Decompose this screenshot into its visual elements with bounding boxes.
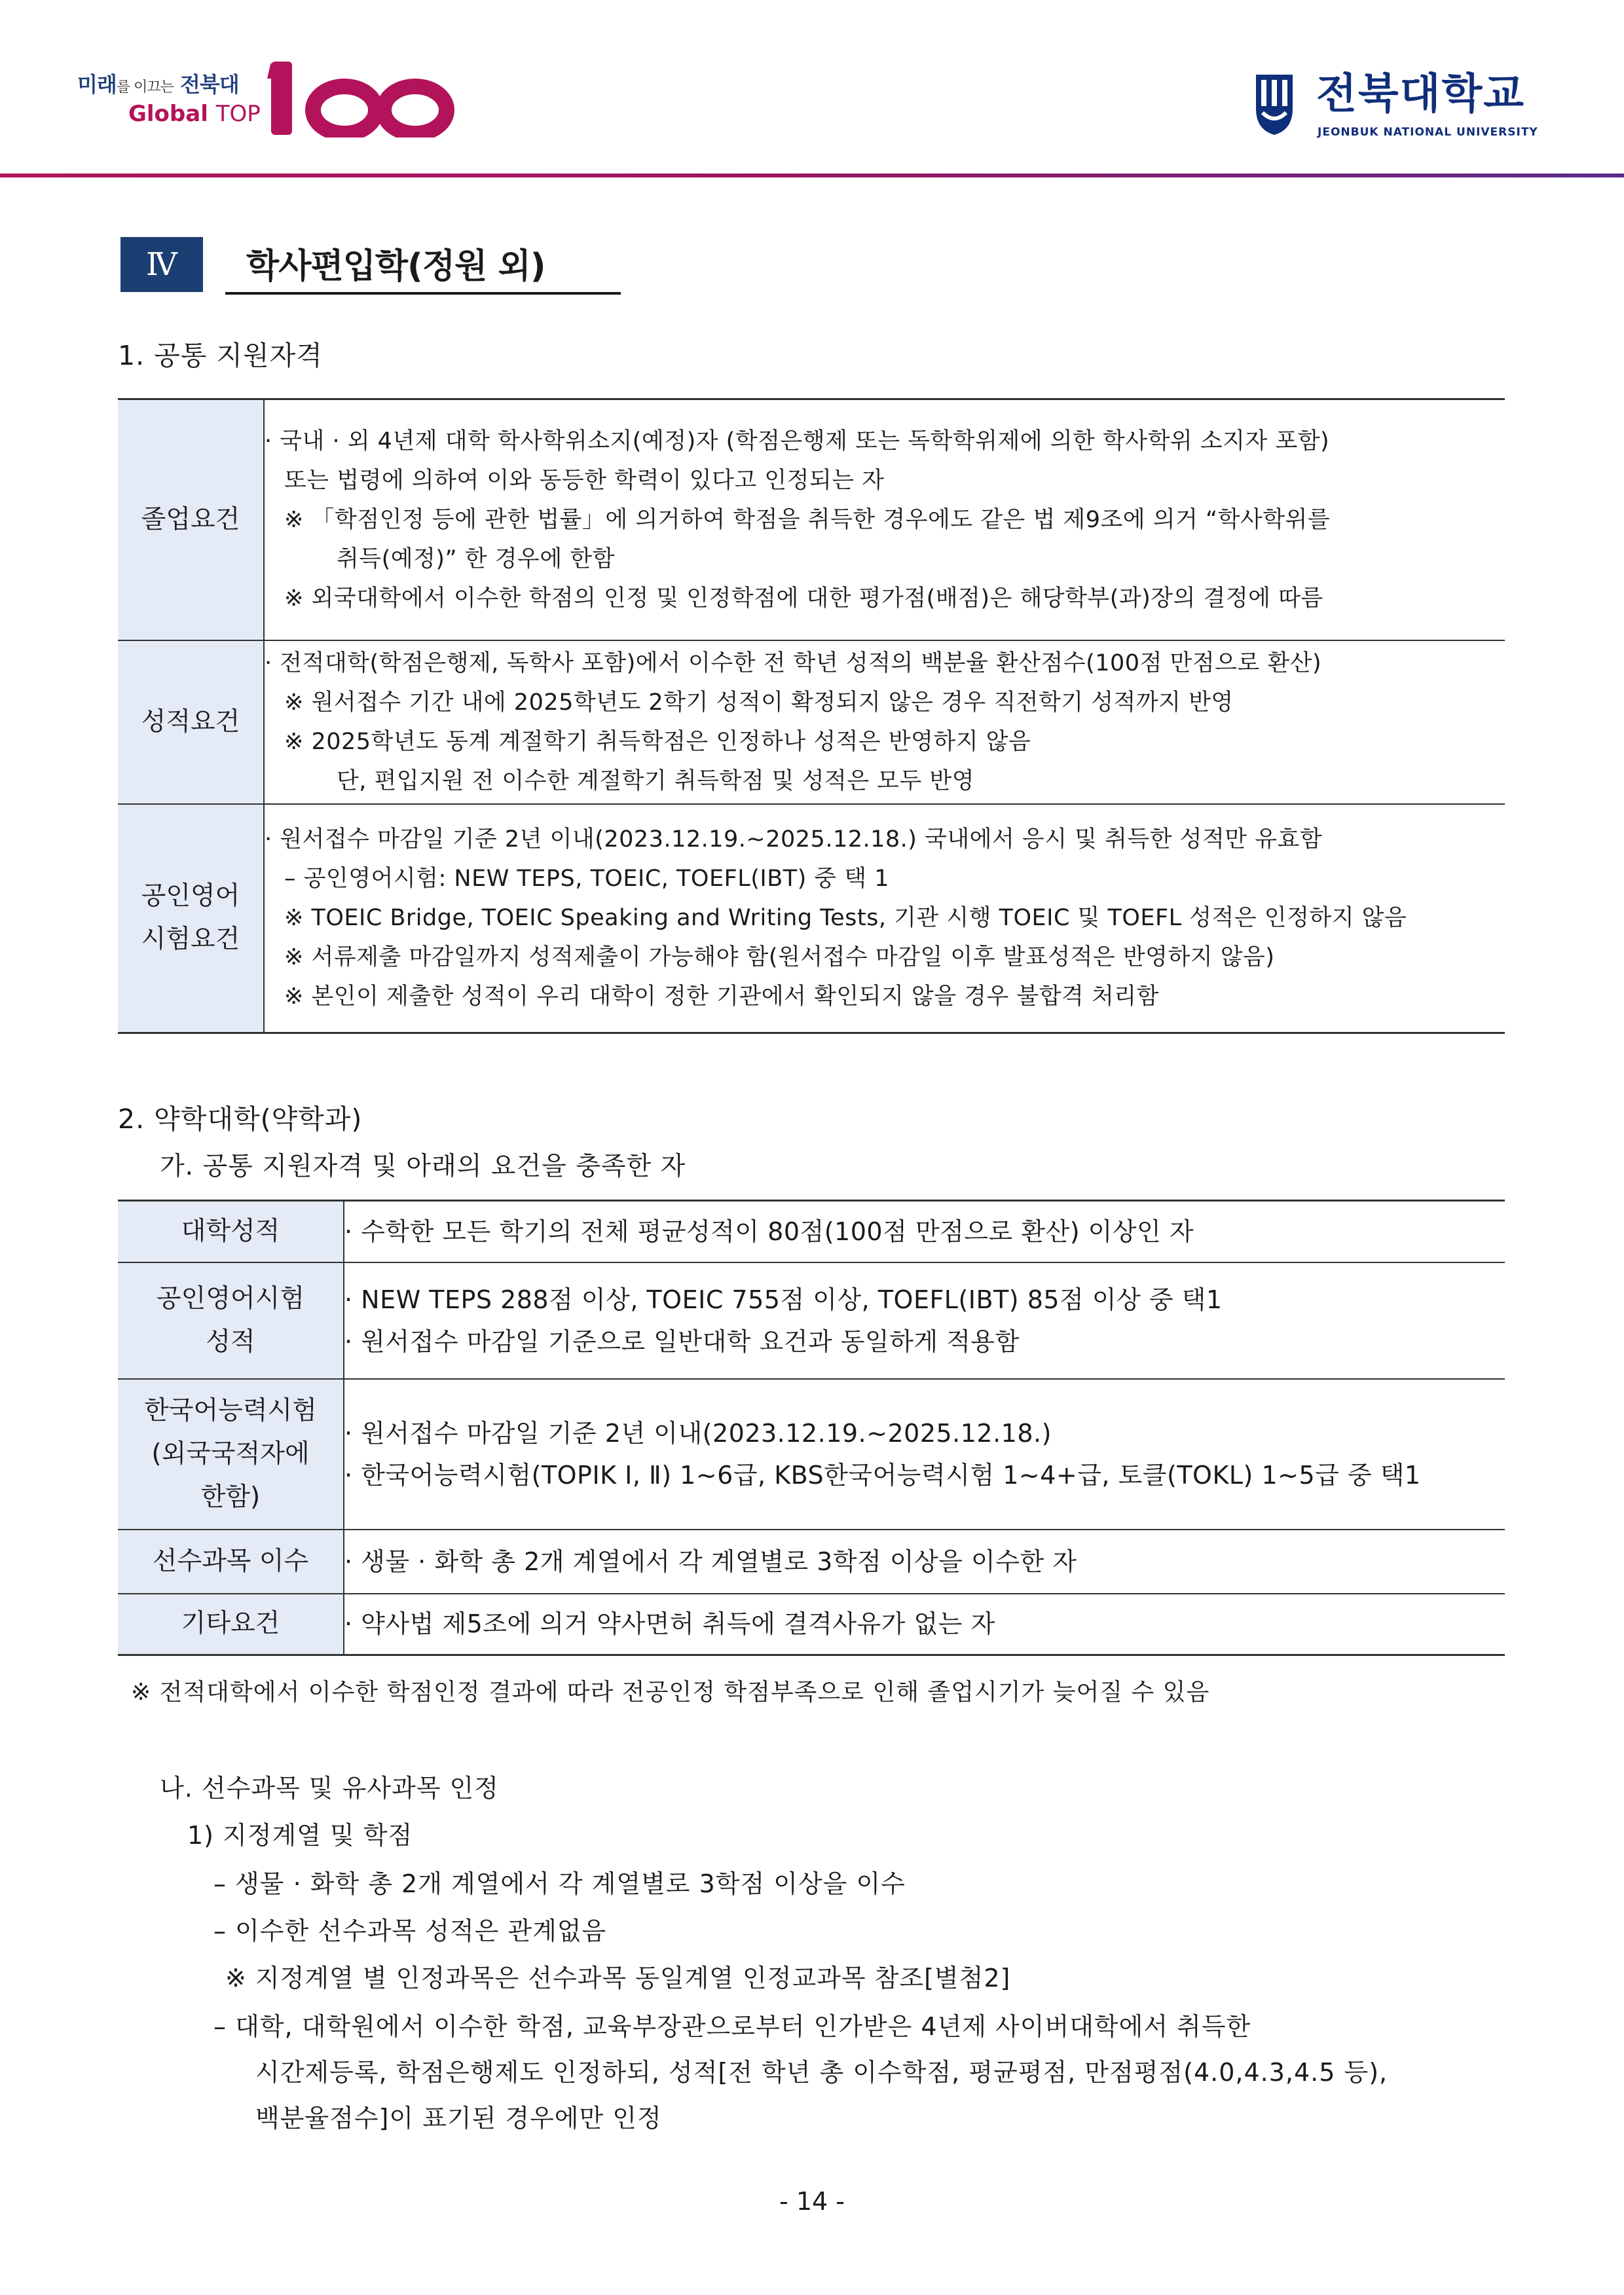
header-divider <box>0 174 1624 177</box>
list-item: – 대학, 대학원에서 이수한 학점, 교육부장관으로부터 인가받은 4년제 사이버대학에서 취득한 <box>213 2012 1251 2041</box>
global-top-text <box>128 101 261 127</box>
row-label-text: 공인영어시험 <box>156 1283 305 1313</box>
global-word: Global <box>128 101 208 127</box>
university-name: 전북대학교 <box>1316 70 1526 119</box>
table-row <box>118 804 1505 1033</box>
row-label-text: 성적 <box>206 1327 255 1357</box>
row-label-text: 선수과목 이수 <box>152 1546 309 1576</box>
requirement-line: 또는 법령에 의하여 이와 동등한 학력이 있다고 인정되는 자 <box>284 467 885 494</box>
requirement-note: ※ 2025학년도 동계 계절학기 취득학점은 인정하나 성적은 반영하지 않음 <box>284 728 1031 755</box>
requirement-note: ※ 본인이 제출한 성적이 우리 대학이 정한 기관에서 확인되지 않을 경우 불합격 처리함 <box>284 983 1159 1010</box>
page-number: - 14 - <box>779 2187 845 2216</box>
slogan-text <box>77 68 239 98</box>
table-row <box>118 399 1505 640</box>
row-label <box>118 1594 344 1655</box>
row-label-text: 대학성적 <box>181 1216 280 1246</box>
row-content <box>264 804 1505 1033</box>
section-title: 학사편입학(정원 외) <box>246 247 545 286</box>
part2-subheading-a: 가. 공통 지원자격 및 아래의 요건을 충족한 자 <box>160 1152 686 1181</box>
row-label-text: 공인영어 <box>141 881 240 911</box>
part2-subheading-b1: 1) 지정계열 및 학점 <box>187 1821 413 1850</box>
part2-heading: 2. 약학대학(약학과) <box>118 1103 363 1135</box>
slogan-logo <box>77 59 405 138</box>
requirement-line: · 한국어능력시험(TOPIK Ⅰ, Ⅱ) 1~6급, KBS한국어능력시험 1~4+급, 토클(TOKL) 1~5급 중 택1 <box>344 1460 1421 1490</box>
hundred-logo-icon <box>267 59 464 138</box>
row-content <box>344 1379 1505 1530</box>
row-label <box>118 640 264 804</box>
table-row <box>118 1530 1505 1594</box>
requirement-line: · 전적대학(학점은행제, 독학사 포함)에서 이수한 전 학년 성적의 백분율 환산점수(100점 만점으로 환산) <box>265 650 1322 676</box>
table-row <box>118 1379 1505 1530</box>
common-requirements-table <box>118 398 1505 1034</box>
requirement-note: ※ TOEIC Bridge, TOEIC Speaking and Writing Tests, 기관 시행 TOEIC 및 TOEFL 성적은 인정하지 않음 <box>284 905 1407 932</box>
requirement-line: · 국내 · 외 4년제 대학 학사학위소지(예정)자 (학점은행제 또는 독학학위제에 의한 학사학위 소지자 포함) <box>265 428 1330 454</box>
row-label-text: 기타요건 <box>181 1609 280 1639</box>
row-label-text: (외국국적자에 <box>151 1439 310 1469</box>
row-label-text: 졸업요건 <box>141 504 240 534</box>
requirement-line: · 약사법 제5조에 의거 약사면허 취득에 결격사유가 없는 자 <box>344 1609 995 1639</box>
table-row <box>118 640 1505 804</box>
row-label <box>118 804 264 1033</box>
slogan-word-2: 전북대 <box>179 72 239 97</box>
university-english-name: JEONBUK NATIONAL UNIVERSITY <box>1318 126 1538 139</box>
section-number-badge: Ⅳ <box>120 237 203 292</box>
row-content <box>264 640 1505 804</box>
list-item-continuation: 시간제등록, 학점은행제도 인정하되, 성적[전 학년 총 이수학점, 평균평점, 만점평점(4.0,4.3,4.5 등), <box>255 2058 1388 2087</box>
requirement-line: · 수학한 모든 학기의 전체 평균성적이 80점(100점 만점으로 환산) 이상인 자 <box>344 1217 1194 1246</box>
row-label <box>118 399 264 640</box>
table-row <box>118 1594 1505 1655</box>
row-content <box>344 1594 1505 1655</box>
row-label-text: 한국어능력시험 <box>144 1395 317 1425</box>
row-content <box>344 1530 1505 1594</box>
pharmacy-note: ※ 전적대학에서 이수한 학점인정 결과에 따라 전공인정 학점부족으로 인해 졸업시기가 늦어질 수 있음 <box>131 1679 1210 1706</box>
row-label <box>118 1262 344 1379</box>
requirement-note: ※ 외국대학에서 이수한 학점의 인정 및 인정학점에 대한 평가점(배점)은 해당학부(과)장의 결정에 따름 <box>284 585 1323 612</box>
row-label <box>118 1379 344 1530</box>
slogan-word-1: 미래 <box>77 72 117 97</box>
slogan-word-small: 를 이끄는 <box>116 79 174 96</box>
requirement-note: 취득(예정)” 한 경우에 한함 <box>337 545 615 572</box>
requirement-note: ※ 원서접수 기간 내에 2025학년도 2학기 성적이 확정되지 않은 경우 직전학기 성적까지 반영 <box>284 689 1234 716</box>
pharmacy-requirements-table <box>118 1200 1505 1656</box>
row-label-text: 시험요건 <box>141 925 240 955</box>
part2-subheading-b: 나. 선수과목 및 유사과목 인정 <box>160 1774 499 1803</box>
section-title-underline <box>225 292 621 295</box>
requirement-line: – 공인영어시험: NEW TEPS, TOEIC, TOEFL(IBT) 중 택 1 <box>284 866 890 892</box>
requirement-line: · 원서접수 마감일 기준 2년 이내(2023.12.19.~2025.12.18.) 국내에서 응시 및 취득한 성적만 유효함 <box>265 826 1323 853</box>
part1-heading: 1. 공통 지원자격 <box>118 340 323 371</box>
list-item: – 생물 · 화학 총 2개 계열에서 각 계열별로 3학점 이상을 이수 <box>213 1869 906 1898</box>
requirement-line: · 생물 · 화학 총 2개 계열에서 각 계열별로 3학점 이상을 이수한 자 <box>344 1547 1077 1576</box>
row-content <box>264 399 1505 640</box>
table-row <box>118 1262 1505 1379</box>
list-item: – 이수한 선수과목 성적은 관계없음 <box>213 1917 607 1945</box>
table-row <box>118 1201 1505 1262</box>
row-label-text: 한함) <box>200 1482 261 1512</box>
row-label <box>118 1530 344 1594</box>
row-content <box>344 1201 1505 1262</box>
requirement-line: · NEW TEPS 288점 이상, TOEIC 755점 이상, TOEFL(IBT) 85점 이상 중 택1 <box>344 1285 1223 1314</box>
requirement-note: 단, 편입지원 전 이수한 계절학기 취득학점 및 성적은 모두 반영 <box>337 767 975 794</box>
university-emblem-icon <box>1252 71 1297 136</box>
university-logo <box>1252 71 1540 143</box>
row-label-text: 성적요건 <box>141 707 240 737</box>
requirement-note: ※ 서류제출 마감일까지 성적제출이 가능해야 함(원서접수 마감일 이후 발표성적은 반영하지 않음) <box>284 944 1275 971</box>
list-item: ※ 지정계열 별 인정과목은 선수과목 동일계열 인정교과목 참조[별첨2] <box>225 1964 1011 1992</box>
top-word: TOP <box>215 101 261 127</box>
requirement-line: · 원서접수 마감일 기준으로 일반대학 요건과 동일하게 적용함 <box>344 1327 1020 1356</box>
row-content <box>344 1262 1505 1379</box>
requirement-note: ※ 「학점인정 등에 관한 법률」에 의거하여 학점을 취득한 경우에도 같은 법 제9조에 의거 “학사학위를 <box>284 506 1331 533</box>
list-item-continuation: 백분율점수]이 표기된 경우에만 인정 <box>255 2104 662 2133</box>
requirement-line: · 원서접수 마감일 기준 2년 이내(2023.12.19.~2025.12.18.) <box>344 1418 1052 1448</box>
row-label <box>118 1201 344 1262</box>
